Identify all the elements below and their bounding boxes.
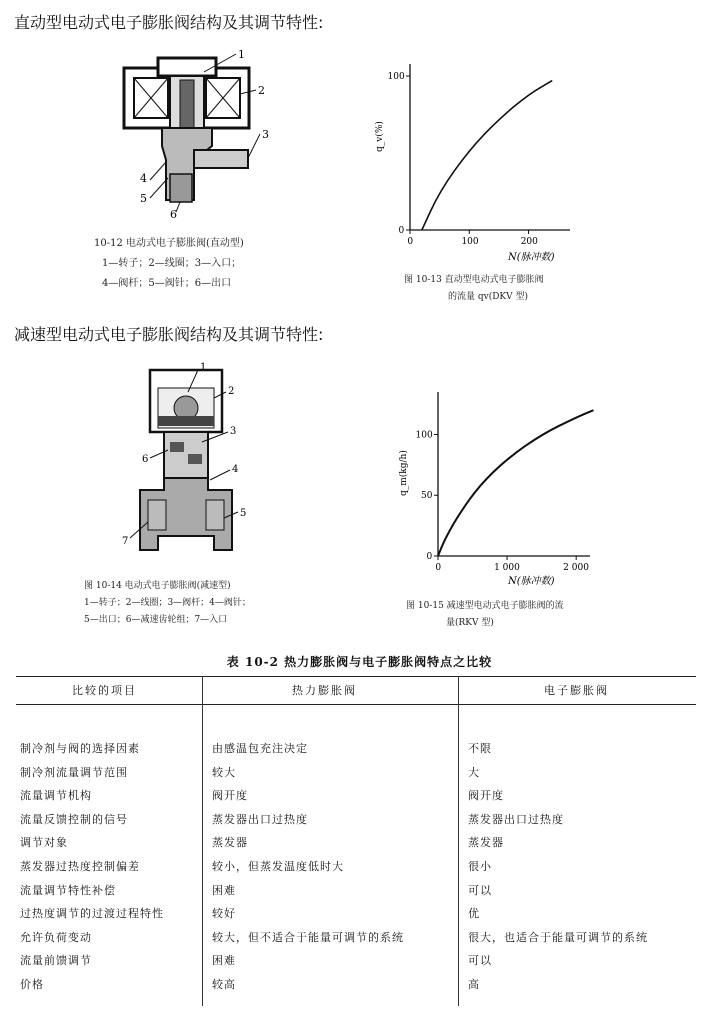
caption-fig-10-12 <box>94 234 244 294</box>
cell-electronic: 优 <box>468 907 480 921</box>
y-tick-label: 0 <box>398 226 405 236</box>
y-tick-label: 50 <box>421 491 433 502</box>
header-electronic: 电子膨胀阀 <box>544 684 609 697</box>
x-tick-label: 200 <box>520 237 538 247</box>
valve-drawing-direct <box>110 50 280 220</box>
cell-item: 价格 <box>20 978 44 991</box>
y-tick-label: 100 <box>415 430 433 441</box>
cell-electronic: 大 <box>468 765 480 779</box>
caption-line: 量(RKV 型) <box>446 618 494 628</box>
table-row <box>16 764 696 786</box>
cell-item: 制冷剂流量调节范围 <box>20 765 128 779</box>
cell-thermal: 由感温包充注决定 <box>212 742 308 755</box>
cell-thermal: 蒸发器出口过热度 <box>212 812 308 826</box>
callout-4: 4 <box>232 464 239 475</box>
callout-4: 4 <box>140 172 147 185</box>
section-heading-reduced: 减速型电动式电子膨胀阀结构及其调节特性: <box>14 325 324 344</box>
x-tick-label: 100 <box>461 237 479 247</box>
cell-thermal: 困难 <box>212 954 236 968</box>
caption-line: 4—阀杆；5—阀针；6—出口 <box>102 278 232 289</box>
caption-line: 图 10-14 电动式电子膨胀阀(减速型) <box>84 581 231 591</box>
table-row <box>16 905 696 927</box>
callout-1: 1 <box>238 50 245 61</box>
series-line <box>422 81 552 230</box>
x-axis-label: N(脉冲数) <box>508 252 555 263</box>
x-tick-label: 0 <box>407 237 414 247</box>
caption-fig-10-15 <box>406 598 564 632</box>
y-tick-label: 100 <box>387 72 405 82</box>
callout-3: 3 <box>262 128 269 141</box>
cell-item: 蒸发器过热度控制偏差 <box>20 860 140 873</box>
cell-electronic: 很小 <box>468 860 492 873</box>
cell-thermal: 较小，但蒸发温度低时大 <box>212 860 344 873</box>
callout-5: 5 <box>140 192 147 205</box>
cell-electronic: 高 <box>468 978 480 991</box>
cell-thermal: 较高 <box>212 978 236 991</box>
comparison-table <box>16 676 696 1006</box>
y-axis-label: q_m(kg/h) <box>399 450 409 496</box>
cell-thermal: 阀开度 <box>212 789 248 803</box>
callout-2: 2 <box>228 386 235 397</box>
callout-3: 3 <box>230 426 237 437</box>
table-row <box>16 811 696 833</box>
callout-1: 1 <box>200 362 207 373</box>
table-title: 表 10-2 热力膨胀阀与电子膨胀阀特点之比较 <box>226 655 493 669</box>
caption-line: 1—转子；2—线圈；3—阀杆；4—阀针； <box>84 598 251 608</box>
table-row <box>16 740 696 762</box>
caption-line: 1—转子；2—线圈；3—入口； <box>102 258 242 269</box>
caption-line: 10-12 电动式电子膨胀阀(直动型) <box>94 238 244 249</box>
cell-item: 调节对象 <box>20 836 68 850</box>
header-item: 比较的项目 <box>72 684 137 697</box>
valve-drawing-reduced <box>118 362 258 572</box>
cell-thermal: 较大 <box>212 765 236 779</box>
cell-thermal: 困难 <box>212 883 236 897</box>
chart-fig-10-15 <box>390 388 600 598</box>
callout-6: 6 <box>170 208 177 220</box>
table-row <box>16 952 696 974</box>
cell-electronic: 蒸发器 <box>468 836 504 850</box>
table-row <box>16 858 696 880</box>
table-row <box>16 834 696 856</box>
cell-thermal: 蒸发器 <box>212 836 248 850</box>
caption-line: 图 10-13 直动型电动式电子膨胀阀 <box>404 275 544 285</box>
cell-electronic: 可以 <box>468 954 492 968</box>
cell-electronic: 很大，也适合于能量可调节的系统 <box>468 930 648 944</box>
caption-line: 图 10-15 减速型电动式电子膨胀阀的流 <box>406 601 564 611</box>
cell-item: 制冷剂与阀的选择因素 <box>20 742 140 755</box>
cell-electronic: 可以 <box>468 883 492 897</box>
caption-fig-10-13 <box>404 272 544 306</box>
cell-electronic: 不限 <box>468 742 492 755</box>
cell-item: 流量反馈控制的信号 <box>20 812 128 826</box>
cell-item: 允许负荷变动 <box>20 930 92 944</box>
header-thermal: 热力膨胀阀 <box>292 684 357 697</box>
cell-thermal: 较大，但不适合于能量可调节的系统 <box>212 930 404 944</box>
x-tick-label: 1 000 <box>494 563 520 573</box>
section-heading-direct: 直动型电动式电子膨胀阀结构及其调节特性: <box>14 13 324 32</box>
cell-item: 过热度调节的过渡过程特性 <box>20 907 164 921</box>
cell-electronic: 阀开度 <box>468 789 504 803</box>
table-row <box>16 929 696 951</box>
x-axis-label: N(脉冲数) <box>508 576 555 587</box>
cell-electronic: 蒸发器出口过热度 <box>468 812 564 826</box>
caption-line: 5—出口；6—减速齿轮组；7—入口 <box>84 615 228 625</box>
callout-2: 2 <box>258 84 265 97</box>
table-row <box>16 976 696 998</box>
caption-line: 的流量 qv(DKV 型) <box>448 292 529 302</box>
cell-item: 流量调节机构 <box>20 789 92 803</box>
x-tick-label: 2 000 <box>563 563 589 573</box>
chart-fig-10-13 <box>360 60 580 270</box>
table-row <box>16 787 696 809</box>
callout-5: 5 <box>240 508 247 519</box>
callout-7: 7 <box>122 536 129 547</box>
series-line <box>438 410 593 556</box>
y-axis-label: q_v(%) <box>375 121 385 152</box>
callout-6: 6 <box>142 454 149 465</box>
cell-thermal: 较好 <box>212 907 236 921</box>
table-top-rule <box>16 676 696 677</box>
cell-item: 流量调节特性补偿 <box>20 883 116 897</box>
x-tick-label: 0 <box>435 563 442 573</box>
caption-fig-10-14 <box>84 578 251 629</box>
table-header-rule <box>16 704 696 705</box>
cell-item: 流量前馈调节 <box>20 954 92 968</box>
y-tick-label: 0 <box>426 552 433 562</box>
table-row <box>16 882 696 904</box>
